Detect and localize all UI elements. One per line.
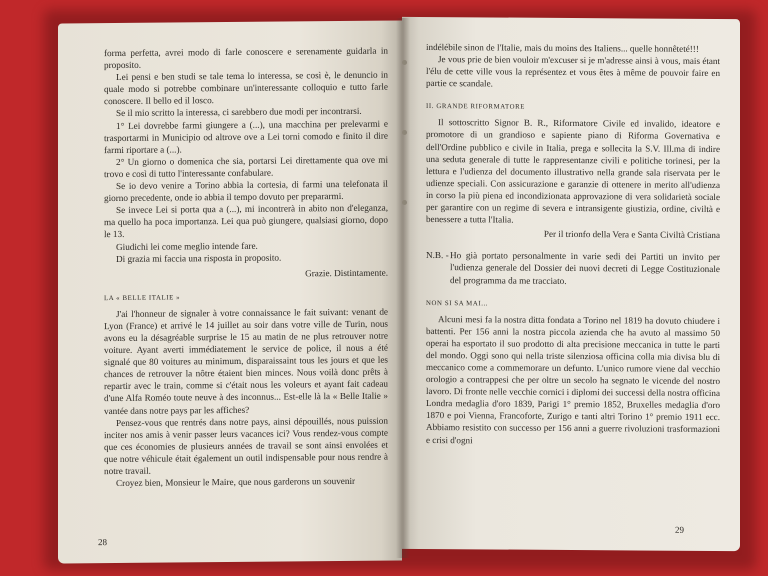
section-title-non-si-sa-mai: NON SI SA MAI...: [426, 299, 489, 308]
paragraph: Di grazia mi faccia una risposta in proposito.: [116, 252, 282, 264]
left-page: [58, 20, 402, 563]
paragraph: Je vous prie de bien vouloir m'excuser si je m'adresse ainsi à vous, mais étant l'élu de cette ville vous la représentez et vous êtes à même de pouvoir faire en partie ce scandale.: [426, 54, 720, 89]
page-number-right: 29: [675, 524, 684, 535]
paragraph: 1° Lei dovrebbe farmi giungere a (...), una macchina per prelevarmi e trasportarmi in Municipio od altrove ove a Lei torni comodo e finito il dire farmi riportare a (...).: [104, 118, 388, 155]
paragraph: Croyez bien, Monsieur le Maire, que nous garderons un souvenir: [116, 476, 356, 489]
paragraph: Se invece Lei si porta qua a (...), mi incontrerà in abito non d'eleganza, ma quello ha poca importanza. Lei qua può giungere, qualsiasi giorno, dopo le 13.: [104, 202, 388, 240]
paragraph: forma perfetta, avrei modo di farle conoscere e serenamente guidarla in proposito.: [104, 45, 388, 71]
nb-text: Ho già portato personalmente in varie sedi dei Partiti un invito per l'udienza generale del Dossier dei nuovi decreti di Legge Costituzionale del programma da me tracciato.: [450, 250, 720, 286]
right-top-block: [426, 41, 720, 91]
binding-hole: [402, 200, 407, 205]
paragraph: Se io devo venire a Torino abbia la cortesia, di farmi una telefonata il giorno precedente, onde io abbia il tempo dovuto per prepararmi.: [104, 178, 388, 204]
paragraph: Lei pensi e ben studi se tale tema lo interessa, se così è, le denuncio in quale modo si potrebbe combinare un'interessante colloquio e tutto farle conoscere. Il bello ed il losco.: [104, 69, 388, 107]
binding-hole: [402, 130, 407, 135]
triumph-line: Per il trionfo della Vera e Santa Civiltà Cristiana: [543, 229, 720, 241]
right-mid-block: [426, 116, 720, 227]
right-bottom-block: [426, 313, 720, 448]
section-title-riformatore: II. GRANDE RIFORMATORE: [426, 103, 525, 112]
paragraph: Pensez-vous que rentrés dans notre pays, ainsi dépouillés, nous puission inciter nos amis à venir passer leurs vacances ici? Vous rendez-vous compte que ces économies de plusieurs années de travail se sont ainsi envolées et que notre véhicule était également un outil indispensable pour nous rendre à notre travail.: [104, 415, 388, 477]
paragraph: Giudichi lei come meglio intende fare.: [116, 240, 258, 252]
paragraph: Il sottoscritto Signor B. R., Riformatore Civile ed invalido, ideatore e promotore di un grandioso e sapiente piano di Riforma Governativa e dell'Ordine pubblico e civile in Italia, prega e sollecita la S.V. Ill.ma di indire una seduta generale di tutte le rappresentanze civili e politiche torinesi, per la lettura e l'udienza del documento illustrativo nella grande sala riservata per le udienze speciali. Con assicurazione e garanzie di ottenere in merito all'udienza in corso la più piena ed incondizionata approvazione di vera solidarietà sociale per garantire con un regime di severa e intransigente giustizia, ordine, civiltà e benessere a tutta l'Italia.: [426, 117, 720, 225]
nb-label: N.B. -: [426, 250, 449, 261]
paragraph: indélébile sinon de l'Italie, mais du moins des Italiens... quelle honnêteté!!!: [426, 41, 699, 54]
paragraph: 2° Un giorno o domenica che sia, portarsi Lei direttamente qua ove mi trovo e così di tutto l'interessante confabulare.: [104, 154, 388, 180]
signoff: Grazie. Distintamente.: [305, 267, 388, 279]
binding-hole: [402, 60, 407, 65]
section-title-belle-italie: LA « BELLE ITALIE »: [104, 294, 181, 302]
paragraph: Alcuni mesi fa la nostra ditta fondata a Torino nel 1819 ha dovuto chiudere i battenti. Per 156 anni la nostra piccola azienda che ha avuto al massimo 50 operai ha esportato il suo prodotto di alta precisione meccanica in tutte le parti del mondo. Oggi sono qui nella triste silenziosa officina colla mia divisa blu di meccanico come a commemorare un defunto. L'unico rumore viene dal vecchio orologio a contrappesi che per oltre un secolo ha segnato le vicende del nostro lavoro. Di fronte nelle vecchie cornici i diplomi dei successi della nostra officina Londra medaglia d'oro 1839, Parigi 1° premio 1852, Bruxelles medaglia d'oro 1870 e poi Vienna, Francoforte, Zurigo e tanti altri Torino 1° premio 1911 ecc. Abbiamo resistito con successo per 156 anni a guerre rivoluzioni trasformazioni e crisi d'ogni: [426, 313, 721, 445]
page-number-left: 28: [98, 537, 107, 548]
paragraph: J'ai l'honneur de signaler à votre connaissance le fait suivant: venant de Lyon (France) et arrivé le 14 juillet au soir dans votre ville de Turin, nous avons eu la désagréable surprise le 15 au matin de ne plus retrouver notre voiture. Ayant averti immédiatement le service de police, il nous a été signalé que 80 voitures au minimum, disparaissaint tous les jours et que les chances de retrouver la nôtre étaient bien minces. Nous voilà donc prêts à repartir avec le train, comme si c'était nous les voleurs et ayant fait cadeau d'une Alfa Roméo toute neuve à des inconnus... Est-elle là la « Belle Italie » vantée dans notre pays par les affiches?: [104, 306, 388, 416]
left-bottom-block: [104, 305, 388, 489]
nb-note: [426, 249, 720, 287]
left-top-block: [104, 45, 388, 265]
right-page: [402, 17, 740, 551]
paragraph: Se il mio scritto la interessa, ci sarebbero due modi per incontrarsi.: [116, 106, 362, 119]
book-spine: [396, 18, 410, 558]
